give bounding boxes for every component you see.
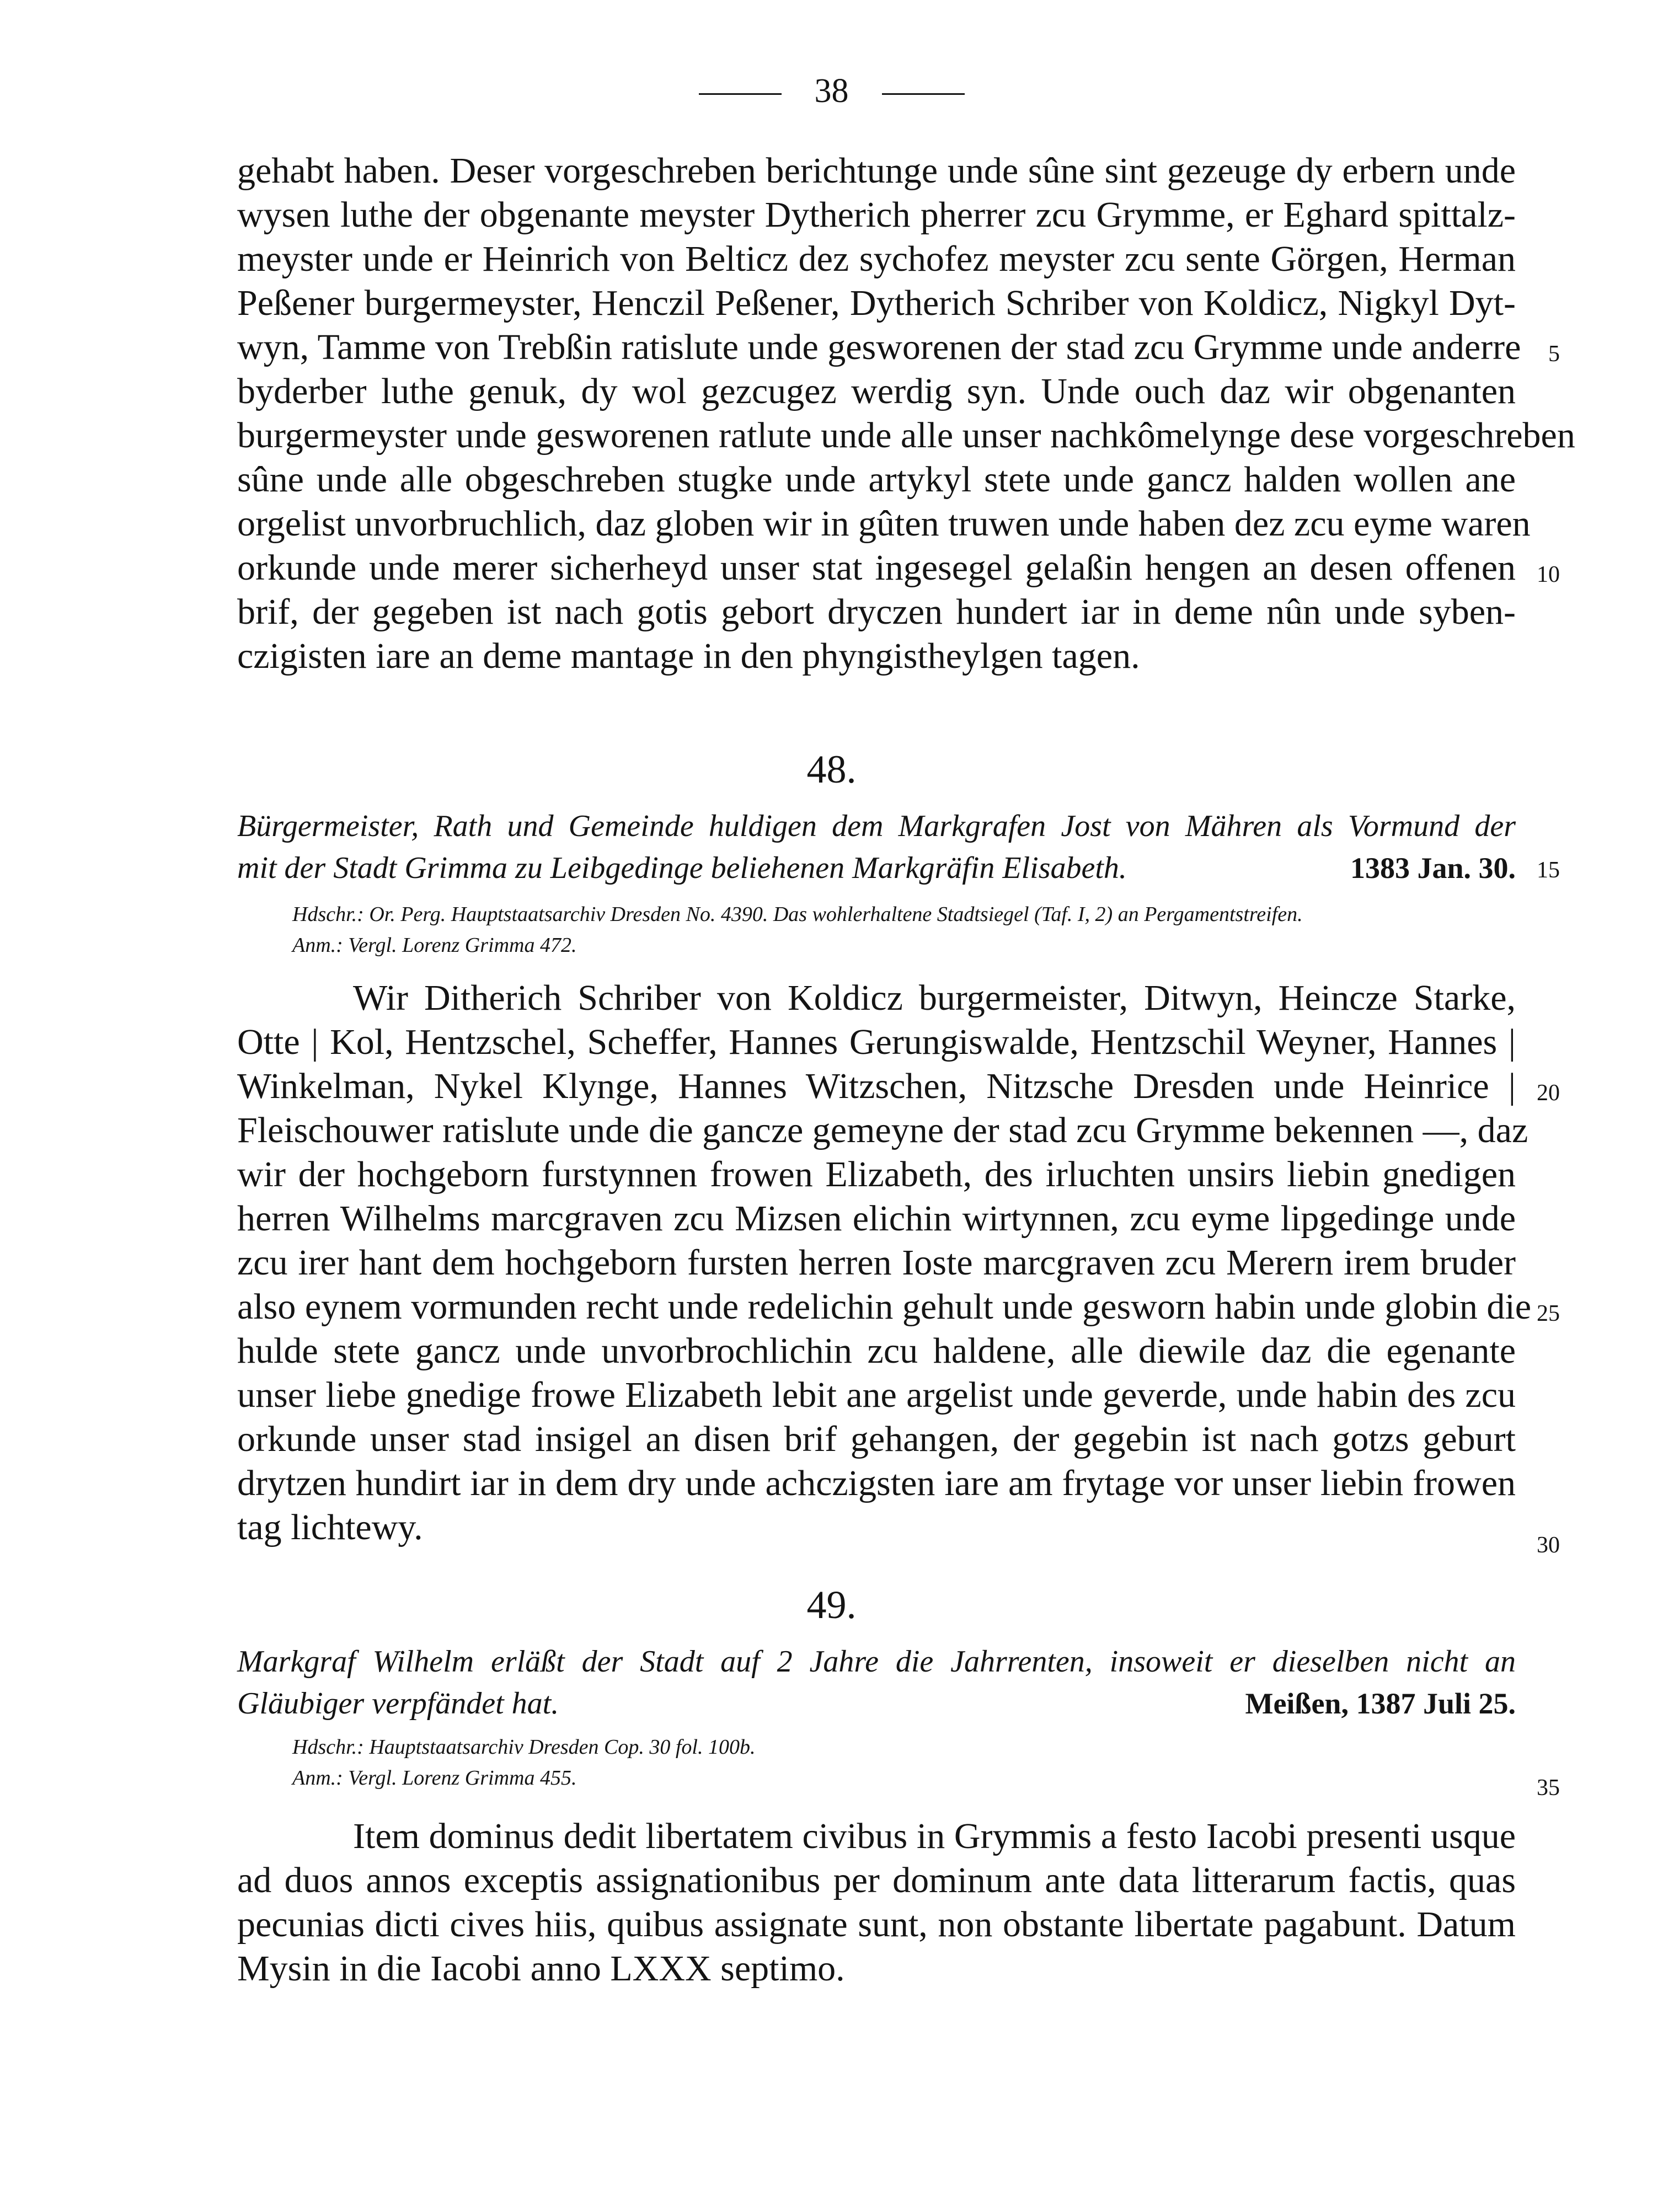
document-number: 48. [806, 747, 857, 791]
line-number: 25 [1537, 1301, 1560, 1326]
text-line: gehabt haben. Deser vorgeschreben berichtunge unde sûne sint gezeuge dy erbern unde [237, 151, 1516, 191]
text-line: Item dominus dedit libertatem civibus in Grymmis a festo Iacobi presenti usque [353, 1816, 1516, 1856]
text-line: unser liebe gnedige frowe Elizabeth lebit ane argelist unde geverde, unde habin des zcu [237, 1375, 1516, 1415]
source-note: Hdschr.: Hauptstaatsarchiv Dresden Cop. 30 fol. 100b. [292, 1736, 756, 1759]
text-line: byderber luthe genuk, dy wol gezcugez werdig syn. Unde ouch daz wir obgenanten [237, 371, 1516, 411]
line-number: 35 [1537, 1775, 1560, 1801]
annotation-note: Anm.: Vergl. Lorenz Grimma 472. [292, 934, 577, 957]
page-number: 38 [814, 72, 849, 110]
document-date: Meißen, 1387 Juli 25. [1245, 1687, 1516, 1720]
text-line: also eynem vormunden recht unde redelichin gehult unde gesworn habin unde globin die [237, 1287, 1532, 1327]
line-number: 30 [1537, 1533, 1560, 1558]
text-line: Fleischouwer ratislute unde die gancze gemeyne der stad zcu Grymme bekennen —, daz [237, 1110, 1528, 1150]
text-line: Peßener burgermeyster, Henczil Peßener, Dytherich Schriber von Koldicz, Nigkyl Dyt- [237, 283, 1516, 323]
annotation-note: Anm.: Vergl. Lorenz Grimma 455. [292, 1766, 577, 1790]
page-header [0, 72, 1663, 116]
text-line: herren Wilhelms marcgraven zcu Mizsen elichin wirtynnen, zcu eyme lipgedinge unde [237, 1198, 1516, 1239]
text-line: hulde stete gancz unde unvorbrochlichin zcu haldene, alle diewile daz die egenante [237, 1331, 1516, 1371]
document-date: 1383 Jan. 30. [1350, 851, 1516, 885]
line-number: 10 [1537, 562, 1560, 587]
document-number: 49. [806, 1583, 857, 1627]
text-line: ad duos annos exceptis assignationibus per dominum ante data litterarum factis, quas [237, 1860, 1516, 1900]
text-line: brif, der gegeben ist nach gotis gebort dryczen hundert iar in deme nûn unde syben- [237, 592, 1516, 632]
text-line: orkunde unser stad insigel an disen brif gehangen, der gegebin ist nach gotzs geburt [237, 1419, 1516, 1459]
line-number: 20 [1537, 1080, 1560, 1106]
text-line: wyn, Tamme von Trebßin ratislute unde gesworenen der stad zcu Grymme unde anderre [237, 327, 1521, 367]
text-line: Mysin in die Iacobi anno LXXX septimo. [237, 1948, 845, 1989]
regest-line: mit der Stadt Grimma zu Leibgedinge beliehenen Markgräfin Elisabeth. [237, 851, 1127, 885]
text-line: tag lichtewy. [237, 1507, 423, 1547]
text-line: orgelist unvorbruchlich, daz globen wir in gûten truwen unde haben dez zcu eyme waren [237, 504, 1531, 544]
line-number: 15 [1537, 858, 1560, 883]
regest-line: Gläubiger verpfändet hat. [237, 1686, 559, 1721]
text-line: pecunias dicti cives hiis, quibus assignate sunt, non obstante libertate pagabunt. Datum [237, 1904, 1516, 1945]
text-line: Otte | Kol, Hentzschel, Scheffer, Hannes Gerungiswalde, Hentzschil Weyner, Hannes | [237, 1022, 1516, 1062]
text-line: Winkelman, Nykel Klynge, Hannes Witzschen, Nitzsche Dresden unde Heinrice | [237, 1066, 1516, 1106]
text-line: wir der hochgeborn furstynnen frowen Elizabeth, des irluchten unsirs liebin gnedigen [237, 1154, 1516, 1195]
regest-line: Markgraf Wilhelm erläßt der Stadt auf 2 Jahre die Jahrrenten, insoweit er dieselben nicht an [237, 1645, 1516, 1679]
source-note: Hdschr.: Or. Perg. Hauptstaatsarchiv Dresden No. 4390. Das wohlerhaltene Stadtsiegel (Taf. I, 2) an Pergamentstreifen. [292, 903, 1303, 926]
text-line: zcu irer hant dem hochgeborn fursten herren Ioste marcgraven zcu Merern irem bruder [237, 1242, 1516, 1283]
text-line: meyster unde er Heinrich von Belticz dez sychofez meyster zcu sente Görgen, Herman [237, 239, 1516, 279]
header-dash-right [882, 93, 965, 95]
text-line: sûne unde alle obgeschreben stugke unde artykyl stete unde gancz halden wollen ane [237, 459, 1516, 500]
text-line: burgermeyster unde gesworenen ratlute unde alle unser nachkômelynge dese vorgeschreben [237, 415, 1575, 456]
text-line: Wir Ditherich Schriber von Koldicz burgermeister, Ditwyn, Heincze Starke, [353, 978, 1516, 1018]
text-line: drytzen hundirt iar in dem dry unde achczigsten iare am frytage vor unser liebin frowen [237, 1463, 1516, 1503]
text-line: czigisten iare an deme mantage in den phyngistheylgen tagen. [237, 636, 1140, 676]
regest-line: Bürgermeister, Rath und Gemeinde huldigen dem Markgrafen Jost von Mähren als Vormund der [237, 809, 1516, 843]
header-dash-left [699, 93, 782, 95]
text-line: wysen luthe der obgenante meyster Dytherich pherrer zcu Grymme, er Eghard spittalz- [237, 195, 1516, 235]
text-line: orkunde unde merer sicherheyd unser stat ingesegel gelaßin hengen an desen offenen [237, 548, 1516, 588]
line-number: 5 [1548, 341, 1560, 367]
